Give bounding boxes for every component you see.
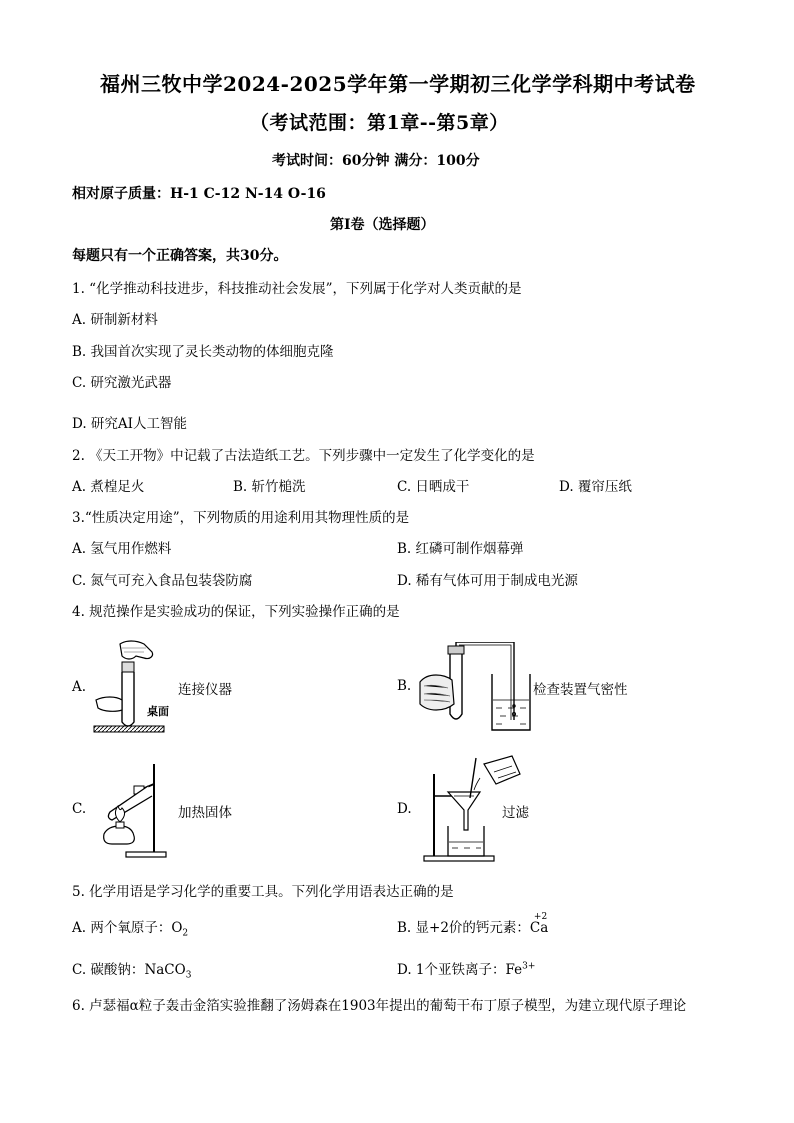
q5-option-d[interactable] <box>397 958 535 978</box>
connect-apparatus-figure <box>92 638 172 738</box>
question-4-stem: 4. 规范操作是实验成功的保证，下列实验操作正确的是 <box>72 604 400 620</box>
q3-option-b[interactable]: B. 红磷可制作烟幕弹 <box>397 541 524 557</box>
q5-option-b[interactable] <box>397 912 549 936</box>
q4-option-d-label: 过滤 <box>502 805 529 821</box>
question-5-stem: 5. 化学用语是学习化学的重要工具。下列化学用语表达正确的是 <box>72 884 454 900</box>
q5-option-c[interactable] <box>72 958 191 981</box>
q5-option-c-sub: 3 <box>185 970 192 981</box>
q2-option-b[interactable]: B. 斩竹槌洗 <box>233 479 306 495</box>
q4-option-c-label: 加热固体 <box>178 805 232 821</box>
q2-option-a[interactable]: A. 煮楻足火 <box>72 479 145 495</box>
q5-option-b-formula: Ca <box>529 920 549 936</box>
q5-option-a[interactable] <box>72 916 188 939</box>
q5-option-b-valence: +2 <box>533 912 548 922</box>
q4-option-c-letter[interactable]: C. <box>72 801 87 817</box>
q1-option-c[interactable]: C. 研究激光武器 <box>72 375 172 391</box>
time-score: 考试时间：60分钟 满分：100分 <box>272 153 480 169</box>
q4-option-b-letter[interactable]: B. <box>397 678 412 694</box>
table-label: 桌面 <box>147 705 169 718</box>
q4-option-a-label: 连接仪器 <box>178 682 232 698</box>
exam-title: 福州三牧中学2024-2025学年第一学期初三化学学科期中考试卷 <box>100 72 696 96</box>
q4-option-a-letter[interactable]: A. <box>72 679 87 695</box>
atomic-mass: 相对原子质量：H-1 C-12 N-14 O-16 <box>72 186 326 202</box>
q2-option-c[interactable]: C. 日晒成干 <box>397 479 470 495</box>
question-1-stem: 1. “化学推动科技进步，科技推动社会发展”，下列属于化学对人类贡献的是 <box>72 281 522 297</box>
q3-option-d[interactable]: D. 稀有气体可用于制成电光源 <box>397 573 578 589</box>
q5-option-c-text: C. 碳酸钠： <box>72 962 145 978</box>
airtightness-check-figure <box>414 642 532 732</box>
q5-option-d-text: D. 1个亚铁离子： <box>397 962 506 978</box>
q5-option-a-text: A. 两个氧原子： <box>72 920 172 936</box>
q5-option-d-formula: Fe <box>505 962 523 978</box>
question-3-stem: 3.“性质决定用途”，下列物质的用途利用其物理性质的是 <box>72 510 410 526</box>
section-instruction: 每题只有一个正确答案，共30分。 <box>72 248 288 264</box>
q5-option-b-formula-wrap <box>529 912 549 936</box>
question-6-stem: 6. 卢瑟福α粒子轰击金箔实验推翻了汤姆森在1903年提出的葡萄干布丁原子模型，为建立现代原子理论 <box>72 998 687 1014</box>
q5-option-a-sub: 2 <box>182 928 189 939</box>
q2-option-d[interactable]: D. 覆帘压纸 <box>559 479 632 495</box>
exam-scope: （考试范围：第1章--第5章） <box>250 112 509 134</box>
question-2-stem: 2. 《天工开物》中记载了古法造纸工艺。下列步骤中一定发生了化学变化的是 <box>72 448 535 464</box>
q1-option-a[interactable]: A. 研制新材料 <box>72 312 158 328</box>
q3-option-a[interactable]: A. 氢气用作燃料 <box>72 541 172 557</box>
q1-option-d[interactable]: D. 研究AI人工智能 <box>72 416 188 432</box>
q1-option-b[interactable]: B. 我国首次实现了灵长类动物的体细胞克隆 <box>72 344 334 360</box>
q5-option-a-formula: O <box>171 920 183 936</box>
q5-option-c-formula: NaCO <box>144 962 186 978</box>
q5-option-b-text: B. 显+2价的钙元素： <box>397 920 530 936</box>
q4-option-d-letter[interactable]: D. <box>397 801 412 817</box>
q3-option-c[interactable]: C. 氮气可充入食品包装袋防腐 <box>72 573 253 589</box>
q4-option-b-label: 检查装置气密性 <box>533 682 628 698</box>
heating-solid-figure <box>96 756 172 860</box>
q5-option-d-sup: 3+ <box>522 961 536 972</box>
section-title: 第Ⅰ卷（选择题） <box>330 217 435 233</box>
